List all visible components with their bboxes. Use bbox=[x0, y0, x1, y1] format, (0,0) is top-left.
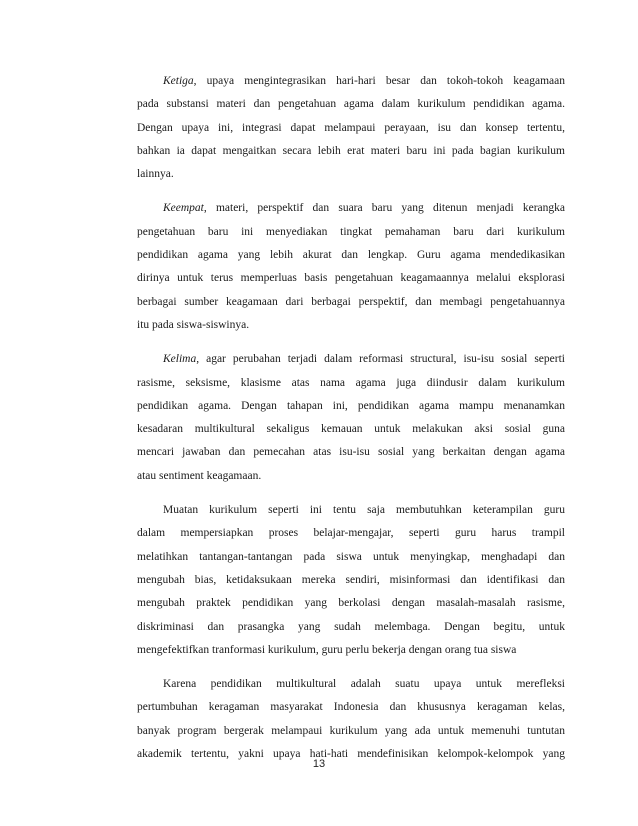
text-line: pertumbuhan keragaman masyarakat Indonesia dan khususnya keragaman kelas, bbox=[137, 701, 565, 714]
paragraph-ketiga bbox=[137, 70, 565, 186]
text-line: kesadaran multikultural sekaligus kemauan untuk melakukan aksi sosial guna bbox=[137, 423, 565, 436]
text-line: diskriminasi dan prasangka yang sudah melembaga. Dengan begitu, untuk bbox=[137, 620, 565, 633]
paragraph-muatan-kurikulum bbox=[137, 499, 565, 662]
text-line: Keempat, materi, perspektif dan suara baru yang ditenun menjadi kerangka bbox=[163, 202, 565, 215]
text-line: pendidikan agama. Dengan tahapan ini, pendidikan agama mampu menanamkan bbox=[137, 399, 565, 412]
text-line: itu pada siswa-siswinya. bbox=[137, 318, 250, 331]
text-line: mengubah praktek pendidikan yang berkolasi dengan masalah-masalah rasisme, bbox=[137, 597, 565, 610]
text-line: Dengan upaya ini, integrasi dapat melampaui perayaan, isu dan konsep tertentu, bbox=[137, 121, 565, 134]
text-line: mencari jawaban dan pemecahan atas isu-isu sosial yang berkaitan dengan agama bbox=[137, 446, 565, 459]
text-line: pada substansi materi dan pengetahuan agama dalam kurikulum pendidikan agama. bbox=[137, 98, 565, 111]
lead-word: Keempat bbox=[163, 202, 204, 215]
text-line: banyak program bergerak melampaui kurikulum yang ada untuk memenuhi tuntutan bbox=[137, 724, 565, 737]
text-line: pendidikan agama yang lebih akurat dan lengkap. Guru agama mendedikasikan bbox=[137, 249, 565, 262]
text-line: berbagai sumber keagamaan dari berbagai perspektif, dan membagi pengetahuannya bbox=[137, 295, 565, 308]
text-line: Muatan kurikulum seperti ini tentu saja membutuhkan keterampilan guru bbox=[163, 504, 565, 517]
page-number: 13 bbox=[312, 758, 326, 770]
text-line: Ketiga, upaya mengintegrasikan hari-hari besar dan tokoh-tokoh keagamaan bbox=[163, 75, 565, 87]
text-line: akademik tertentu, yakni upaya hati-hati mendefinisikan kelompok-kelompok yang bbox=[137, 748, 565, 761]
text-line: bahkan ia dapat mengaitkan secara lebih erat materi baru ini pada bagian kurikulum bbox=[137, 144, 565, 157]
text-line: mengubah bias, ketidaksukaan mereka sendiri, misinformasi dan identifikasi dan bbox=[137, 573, 565, 586]
text-line: pengetahuan baru ini menyediakan tingkat pemahaman baru dari kurikulum bbox=[137, 225, 565, 238]
text-line: lainnya. bbox=[137, 168, 174, 181]
body-text bbox=[137, 70, 565, 777]
text-line: atau sentiment keagamaan. bbox=[137, 469, 262, 482]
lead-word: Kelima bbox=[163, 353, 197, 366]
text-line: dalam mempersiapkan proses belajar-mengajar, seperti guru harus trampil bbox=[137, 527, 565, 540]
text-line: Karena pendidikan multikultural adalah suatu upaya untuk merefleksi bbox=[163, 678, 565, 691]
paragraph-kelima bbox=[137, 348, 565, 488]
paragraph-karena bbox=[137, 673, 565, 766]
paragraph-keempat bbox=[137, 197, 565, 337]
lead-word: Ketiga bbox=[163, 75, 194, 87]
text-line: Kelima, agar perubahan terjadi dalam reformasi structural, isu-isu sosial seperti bbox=[163, 353, 565, 366]
text-line: mengefektifkan tranformasi kurikulum, guru perlu bekerja dengan orang tua siswa bbox=[137, 643, 517, 656]
text-line: rasisme, seksisme, klasisme atas nama agama juga diindusir dalam kurikulum bbox=[137, 376, 565, 389]
text-line: melatihkan tantangan-tantangan pada siswa untuk menyingkap, menghadapi dan bbox=[137, 550, 565, 563]
text-line: dirinya untuk terus memperluas basis pengetahuan keagamaannya melalui eksplorasi bbox=[137, 272, 565, 285]
